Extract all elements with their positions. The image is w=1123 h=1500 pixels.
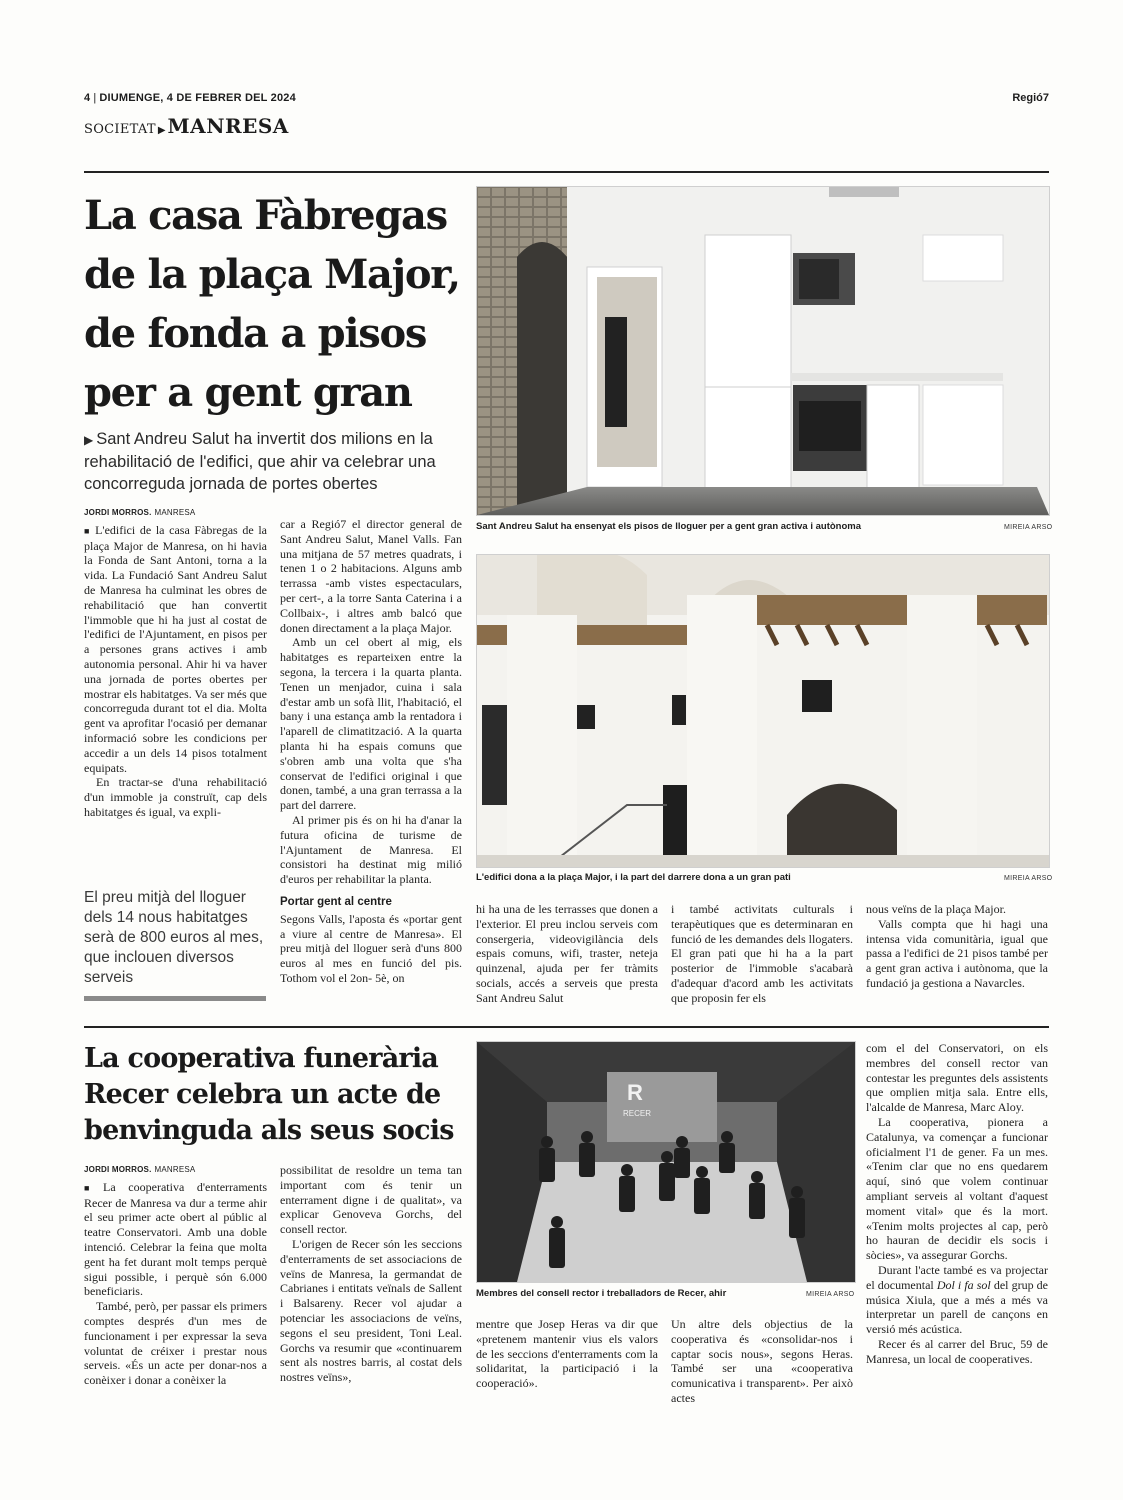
subheading: Portar gent al centre: [280, 895, 392, 908]
paragraph: ■ La cooperativa d'enterraments Recer de Manresa va dur a terme ahir el seu primer acte obert al públic al teatre Conservatori. Amb una doble intenció. Celebrar la feina que molta gent ha fet durant molt temps perquè sigui possible, i perquè són 6.000 beneficiaris.: [84, 1180, 267, 1299]
documentary-title: Dol i fa sol: [936, 1277, 991, 1292]
article1-byline: [84, 506, 267, 521]
section-heading: [84, 114, 289, 138]
newspaper-brand: Regió7: [1012, 92, 1049, 104]
article2-column-4: [671, 1317, 853, 1406]
article2-column-5: [866, 1041, 1048, 1367]
photo2-credit: MIREIA ARSO: [1004, 875, 1053, 882]
courtyard-illustration: [477, 555, 1049, 867]
article1-column-3: [476, 902, 658, 1006]
article1-headline: La casa Fàbregas de la plaça Major, de fonda a pisos per a gent gran: [84, 192, 460, 416]
paragraph-text: Durant l'acte també es va projectar el documental: [866, 1262, 1048, 1292]
deck-arrow-icon: ▶: [84, 433, 94, 447]
page-folio: 4 | DIUMENGE, 4 DE FEBRER DEL 2024: [84, 92, 296, 104]
article2-headline: La cooperativa funerària Recer celebra un acte de benvinguda als seus socis: [84, 1043, 454, 1146]
paragraph: Segons Valls, l'aposta és «portar gent a viure al centre de Manresa». El preu mitjà del lloguer serà d'uns 800 euros al mes en funció del pis. Tothom vol el 2on- 5è, on: [280, 911, 462, 985]
paragraph: Valls compta que hi hagi una intensa vida comunitària, igual que passa a l'edifici de 21 pisos també per a gent gran activa i autònoma, que la fundació ja gestiona a Navarcles.: [866, 916, 1048, 990]
paragraph: ■ L'edifici de la casa Fàbregas de la plaça Major de Manresa, on hi havia la Fonda de Sant Antoni, torna a la vida. La Fundació Sant Andreu Salut de Manresa ha culminat les obres de rehabilitació que han convertit l'immoble que hi ha just al costat de l'edifici de l'Ajuntament, en pisos per a persones grans actives i amb autonomia personal. Ahir hi va haver una jornada de portes obertes per mostrar els habitatges. Va ser més que concorreguda durant tot el dia. Molta gent va aprofitar l'ocasió per demanar informació sobre les condicions per accedir a un dels 14 pisos totalment equipats.: [84, 523, 267, 776]
article1-column-1: [84, 506, 267, 820]
paragraph: hi ha una de les terrasses que donen a l'exterior. El preu inclou serveis com consergeria, videovigilància dels espais comuns, wifi, traster, neteja quinzenal, ajuda per fer tràmits socials, accés a serveis que presta Sant Andreu Salut: [476, 902, 658, 1005]
paragraph: com el del Conservatori, on els membres del consell rector van contestar les preguntes dels assistents que omplien mitja sala. Entre ells, l'alcalde de Manresa, Marc Aloy.: [866, 1041, 1048, 1115]
photo1-credit: MIREIA ARSO: [1004, 524, 1053, 531]
byline-author: JORDI MORROS.: [84, 1165, 152, 1174]
article2-byline: [84, 1163, 267, 1178]
byline-author: JORDI MORROS.: [84, 508, 152, 517]
subsection-label: MANRESA: [167, 114, 289, 138]
recer-group-illustration: [477, 1042, 855, 1282]
article2-column-2: [280, 1163, 462, 1385]
article2-column-1: [84, 1163, 267, 1388]
kitchen-illustration: [477, 187, 1049, 515]
section-label: SOCIETAT: [84, 122, 156, 137]
pull-quote-rule: [84, 996, 266, 1001]
paragraph: Un altre dels objectius de la cooperativa és «consolidar-nos i captar socis nous», segons Heras. També ser una «cooperativa comunicativa i transparent». Per això actes: [671, 1317, 853, 1405]
article1-column-2: [280, 517, 462, 986]
paragraph: [866, 1263, 1048, 1337]
photo-recer-members: [476, 1041, 856, 1283]
photo1-caption: Sant Andreu Salut ha ensenyat els pisos de lloguer per a gent gran activa i autònoma: [476, 521, 862, 532]
article1-column-5: [866, 902, 1048, 991]
article1-column-4: [671, 902, 853, 1006]
byline-location: MANRESA: [154, 508, 196, 517]
photo3-caption: Membres del consell rector i treballadors de Recer, ahir: [476, 1288, 727, 1299]
paragraph-text: del grup de música Xiula, que a més a més va interpretar un parell de cançons en versió més acústica.: [866, 1277, 1049, 1337]
photo-building-courtyard: [476, 554, 1050, 868]
paragraph: i també activitats culturals i terapèutiques que es determinaran en funció de les demandes dels llogaters. El gran pati que hi ha a la part posterior de l'immoble s'acabarà d'adequar d'acord amb les activitats que proposin fer els: [671, 902, 853, 1005]
photo3-credit: MIREIA ARSO: [806, 1291, 855, 1298]
paragraph: La cooperativa, pionera a Catalunya, va començar a funcionar oficialment l'1 de gener. Fa un mes. «Tenim clar que no ens quedarem aquí, sinó que volem continuar ampliant serveis al voltant d'aquest moment vital» que és la mort. «Tenim molts projectes al cap, però ho hauran de decidir els socis i sòcies», va assegurar Gorchs.: [866, 1114, 1048, 1263]
paragraph: mentre que Josep Heras va dir que «pretenem mantenir vius els valors de les seccions d'enterraments com la solidaritat, la participació i la cooperació».: [476, 1317, 658, 1391]
photo2-caption: L'edifici dona a la plaça Major, i la part del darrere dona a un gran pati: [476, 872, 791, 883]
top-rule: [84, 171, 1049, 173]
article1-deck-text: Sant Andreu Salut ha invertit dos milions en la rehabilitació de l'edifici, que ahir va celebrar una concorreguda jornada de portes obertes: [84, 430, 436, 493]
paragraph: car a Regió7 el director general de Sant Andreu Salut, Manel Valls. Fan una mitjana de 57 metres quadrats, i tenen 1 o 2 habitacions. Alguns amb terrassa -amb vistes espectaculars, per cert-, a la torre Santa Caterina i a Collbaix-, i altres amb balcó que donen directament a la plaça Major.: [280, 517, 462, 635]
paragraph: possibilitat de resoldre un tema tan important com és tenir un enterrament digne i de qualitat», va explicar Genoveva Gorchs, del consell rector.: [280, 1163, 462, 1237]
svg-text:R: R: [627, 1080, 643, 1105]
paragraph: En tractar-se d'una rehabilitació d'un immoble ja construït, cap dels habitatges és igual, va expli-: [84, 775, 267, 819]
article2-column-3: [476, 1317, 658, 1391]
pull-quote: El preu mitjà del lloguer dels 14 nous habitatges serà de 800 euros al mes, que inclouen diversos serveis: [84, 889, 264, 986]
recer-sign-text: RECER: [623, 1109, 652, 1118]
section-arrow-icon: ▶: [157, 125, 166, 136]
paragraph: Amb un cel obert al mig, els habitatges es reparteixen entre la segona, la tercera i la quarta planta. Tenen un menjador, cuina i sala d'estar amb un sofà llit, l'habitació, el bany i una estança amb la rentadora i l'aparell de climatització. A la quarta planta hi ha espais comuns que s'obren amb una volta que s'ha conservat de l'edifici original i que donen, també, a una gran terrassa a la part del darrere.: [280, 635, 462, 813]
page-number: 4: [84, 92, 91, 104]
article1-deck: [84, 428, 464, 495]
photo-apartment-kitchen: [476, 186, 1050, 516]
page-date: DIUMENGE, 4 DE FEBRER DEL 2024: [99, 92, 296, 104]
paragraph: Recer és al carrer del Bruc, 59 de Manresa, un local de cooperatives.: [866, 1336, 1048, 1366]
paragraph: Al primer pis és on hi ha d'anar la futura oficina de turisme de l'Ajuntament de Manresa. El consistori ha destinat mig milió d'euros per rehabilitar la planta.: [280, 812, 462, 887]
article-divider-rule: [84, 1026, 1049, 1028]
paragraph: nous veïns de la plaça Major.: [866, 902, 1006, 916]
paragraph: També, però, per passar els primers comptes després d'un mes de funcionament i per expressar la seva voluntat de créixer i prestar nous serveis. «És un acte per donar-nos a conèixer i donar a conèixer la: [84, 1299, 267, 1388]
byline-location: MANRESA: [154, 1165, 196, 1174]
paragraph: L'origen de Recer són les seccions d'enterraments de set associacions de veïns de Manresa, la germandat de Cabrianes i entitats veïnals de Sallent i Balsareny. Recer vol ajudar a potenciar les associacions de veïns, segons el seu president, Toni Leal. Gorchs va resumir que «continuarem sent als nostres barris, al costat dels nostres veïns»,: [280, 1236, 462, 1385]
